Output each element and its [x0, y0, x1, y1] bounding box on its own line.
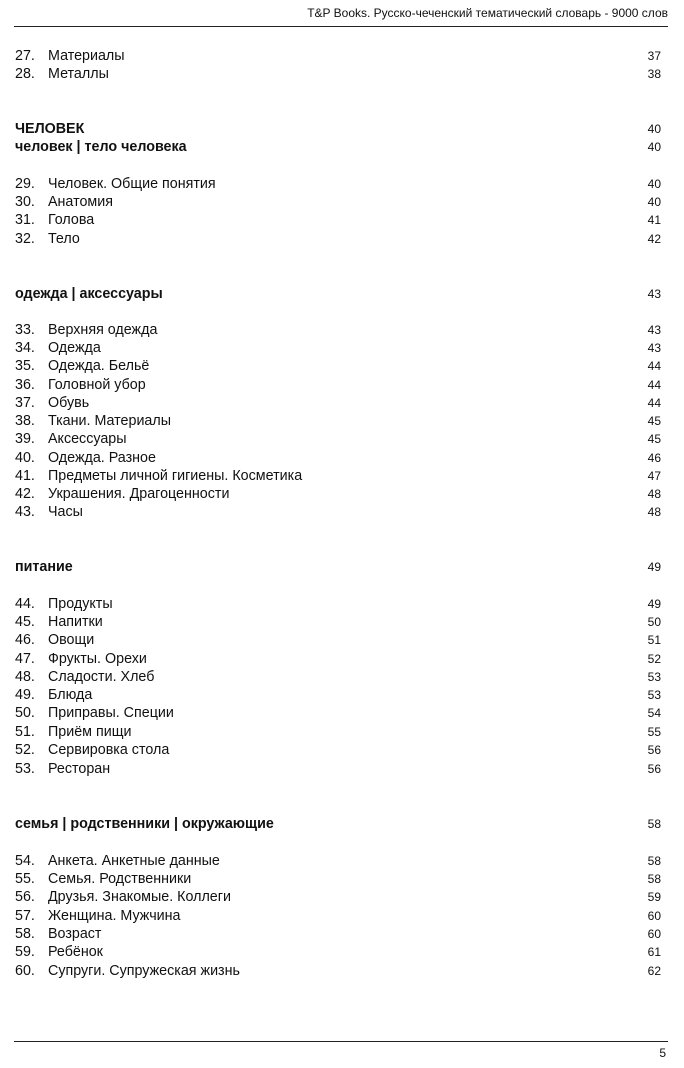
- toc-entry: [15, 467, 661, 485]
- entry-title: Анатомия: [48, 194, 113, 210]
- entry-number: 59.: [15, 944, 35, 960]
- toc-entry: [15, 412, 661, 430]
- entry-number: 32.: [15, 231, 35, 247]
- toc-entry: [15, 595, 661, 613]
- section-title: питание: [15, 559, 73, 575]
- entry-number: 34.: [15, 340, 35, 356]
- entry-page: 60: [647, 927, 661, 941]
- toc-entry: [15, 962, 661, 980]
- toc-entry: [15, 870, 661, 888]
- section-title: ЧЕЛОВЕК: [15, 121, 85, 137]
- entry-page: 45: [647, 432, 661, 446]
- entry-page: 43: [647, 323, 661, 337]
- entry-title: Одежда. Бельё: [48, 358, 150, 374]
- entry-title: Верхняя одежда: [48, 322, 158, 338]
- entry-number: 54.: [15, 853, 35, 869]
- toc-entry: [15, 449, 661, 467]
- toc-entry: [15, 230, 661, 248]
- section-title: человек | тело человека: [15, 139, 187, 155]
- entry-title: Материалы: [48, 48, 125, 64]
- entry-number: 45.: [15, 614, 35, 630]
- section-title: семья | родственники | окружающие: [15, 816, 274, 832]
- entry-title: Напитки: [48, 614, 103, 630]
- entry-title: Предметы личной гигиены. Косметика: [48, 468, 303, 484]
- entry-page: 50: [647, 615, 661, 629]
- entry-title: Одежда: [48, 340, 101, 356]
- entry-number: 46.: [15, 632, 35, 648]
- toc-entry: [15, 430, 661, 448]
- running-header: T&P Books. Русско-чеченский тематический словарь - 9000 слов: [307, 6, 668, 20]
- toc-entry: [15, 47, 661, 65]
- entry-number: 36.: [15, 377, 35, 393]
- toc-entry: [15, 943, 661, 961]
- toc-section: [15, 558, 661, 576]
- entry-title: Приём пищи: [48, 724, 132, 740]
- entry-page: 61: [647, 945, 661, 959]
- toc-entry: [15, 760, 661, 778]
- entry-number: 48.: [15, 669, 35, 685]
- entry-title: Возраст: [48, 926, 102, 942]
- toc-entry: [15, 925, 661, 943]
- toc-entry: [15, 888, 661, 906]
- section-title: одежда | аксессуары: [15, 286, 163, 302]
- entry-title: Ткани. Материалы: [48, 413, 172, 429]
- entry-number: 41.: [15, 468, 35, 484]
- entry-page: 53: [647, 688, 661, 702]
- entry-number: 58.: [15, 926, 35, 942]
- toc-entry: [15, 485, 661, 503]
- entry-number: 43.: [15, 504, 35, 520]
- entry-number: 51.: [15, 724, 35, 740]
- toc-entry: [15, 65, 661, 83]
- toc-entry: [15, 631, 661, 649]
- toc-section: [15, 285, 661, 303]
- entry-page: 41: [647, 213, 661, 227]
- toc-entry: [15, 723, 661, 741]
- entry-number: 31.: [15, 212, 35, 228]
- section-page: 58: [647, 817, 661, 831]
- entry-page: 60: [647, 909, 661, 923]
- entry-title: Приправы. Специи: [48, 705, 174, 721]
- entry-title: Аксессуары: [48, 431, 127, 447]
- toc-entry: [15, 357, 661, 375]
- toc-entry: [15, 503, 661, 521]
- entry-page: 45: [647, 414, 661, 428]
- entry-title: Сладости. Хлеб: [48, 669, 155, 685]
- toc-entry: [15, 668, 661, 686]
- entry-number: 39.: [15, 431, 35, 447]
- entry-page: 58: [647, 854, 661, 868]
- section-page: 40: [647, 140, 661, 154]
- toc-entry: [15, 907, 661, 925]
- entry-title: Обувь: [48, 395, 90, 411]
- entry-page: 47: [647, 469, 661, 483]
- header-rule: [14, 26, 668, 27]
- entry-page: 40: [647, 195, 661, 209]
- entry-number: 29.: [15, 176, 35, 192]
- entry-title: Женщина. Мужчина: [48, 908, 181, 924]
- toc-entry: [15, 321, 661, 339]
- toc-entry: [15, 650, 661, 668]
- toc-entry: [15, 704, 661, 722]
- entry-page: 54: [647, 706, 661, 720]
- entry-page: 58: [647, 872, 661, 886]
- entry-number: 53.: [15, 761, 35, 777]
- footer-rule: [14, 1041, 668, 1042]
- entry-number: 35.: [15, 358, 35, 374]
- toc-section: [15, 120, 661, 138]
- entry-title: Человек. Общие понятия: [48, 176, 216, 192]
- toc-entry: [15, 175, 661, 193]
- entry-title: Анкета. Анкетные данные: [48, 853, 220, 869]
- entry-page: 44: [647, 396, 661, 410]
- entry-number: 42.: [15, 486, 35, 502]
- entry-title: Овощи: [48, 632, 95, 648]
- entry-number: 56.: [15, 889, 35, 905]
- entry-title: Семья. Родственники: [48, 871, 192, 887]
- toc-entry: [15, 339, 661, 357]
- toc-entry: [15, 852, 661, 870]
- section-page: 49: [647, 560, 661, 574]
- entry-page: 37: [647, 49, 661, 63]
- entry-number: 33.: [15, 322, 35, 338]
- entry-title: Головной убор: [48, 377, 146, 393]
- entry-title: Продукты: [48, 596, 113, 612]
- entry-page: 56: [647, 743, 661, 757]
- entry-page: 49: [647, 597, 661, 611]
- toc-entry: [15, 193, 661, 211]
- entry-title: Фрукты. Орехи: [48, 651, 147, 667]
- entry-page: 59: [647, 890, 661, 904]
- entry-page: 62: [647, 964, 661, 978]
- entry-title: Ресторан: [48, 761, 111, 777]
- entry-page: 48: [647, 505, 661, 519]
- entry-number: 38.: [15, 413, 35, 429]
- entry-page: 43: [647, 341, 661, 355]
- entry-page: 56: [647, 762, 661, 776]
- entry-number: 52.: [15, 742, 35, 758]
- entry-title: Металлы: [48, 66, 109, 82]
- section-page: 40: [647, 122, 661, 136]
- entry-page: 51: [647, 633, 661, 647]
- entry-title: Украшения. Драгоценности: [48, 486, 230, 502]
- toc-entry: [15, 376, 661, 394]
- section-page: 43: [647, 287, 661, 301]
- entry-title: Тело: [48, 231, 80, 247]
- toc-entry: [15, 613, 661, 631]
- entry-page: 48: [647, 487, 661, 501]
- toc-entry: [15, 686, 661, 704]
- entry-number: 28.: [15, 66, 35, 82]
- toc-section: [15, 138, 661, 156]
- entry-title: Друзья. Знакомые. Коллеги: [48, 889, 231, 905]
- toc-section: [15, 815, 661, 833]
- entry-title: Одежда. Разное: [48, 450, 156, 466]
- entry-number: 40.: [15, 450, 35, 466]
- entry-number: 50.: [15, 705, 35, 721]
- entry-page: 52: [647, 652, 661, 666]
- toc-entry: [15, 741, 661, 759]
- entry-number: 27.: [15, 48, 35, 64]
- entry-page: 44: [647, 359, 661, 373]
- entry-page: 46: [647, 451, 661, 465]
- entry-title: Блюда: [48, 687, 93, 703]
- entry-number: 60.: [15, 963, 35, 979]
- entry-number: 30.: [15, 194, 35, 210]
- entry-number: 55.: [15, 871, 35, 887]
- entry-number: 57.: [15, 908, 35, 924]
- entry-page: 40: [647, 177, 661, 191]
- entry-number: 44.: [15, 596, 35, 612]
- page-number: 5: [659, 1046, 666, 1060]
- entry-number: 49.: [15, 687, 35, 703]
- entry-title: Часы: [48, 504, 83, 520]
- entry-title: Ребёнок: [48, 944, 103, 960]
- entry-page: 44: [647, 378, 661, 392]
- entry-title: Сервировка стола: [48, 742, 170, 758]
- entry-page: 55: [647, 725, 661, 739]
- entry-page: 42: [647, 232, 661, 246]
- entry-number: 37.: [15, 395, 35, 411]
- entry-title: Супруги. Супружеская жизнь: [48, 963, 240, 979]
- entry-title: Голова: [48, 212, 95, 228]
- toc-entry: [15, 211, 661, 229]
- toc-entry: [15, 394, 661, 412]
- entry-page: 53: [647, 670, 661, 684]
- entry-page: 38: [647, 67, 661, 81]
- entry-number: 47.: [15, 651, 35, 667]
